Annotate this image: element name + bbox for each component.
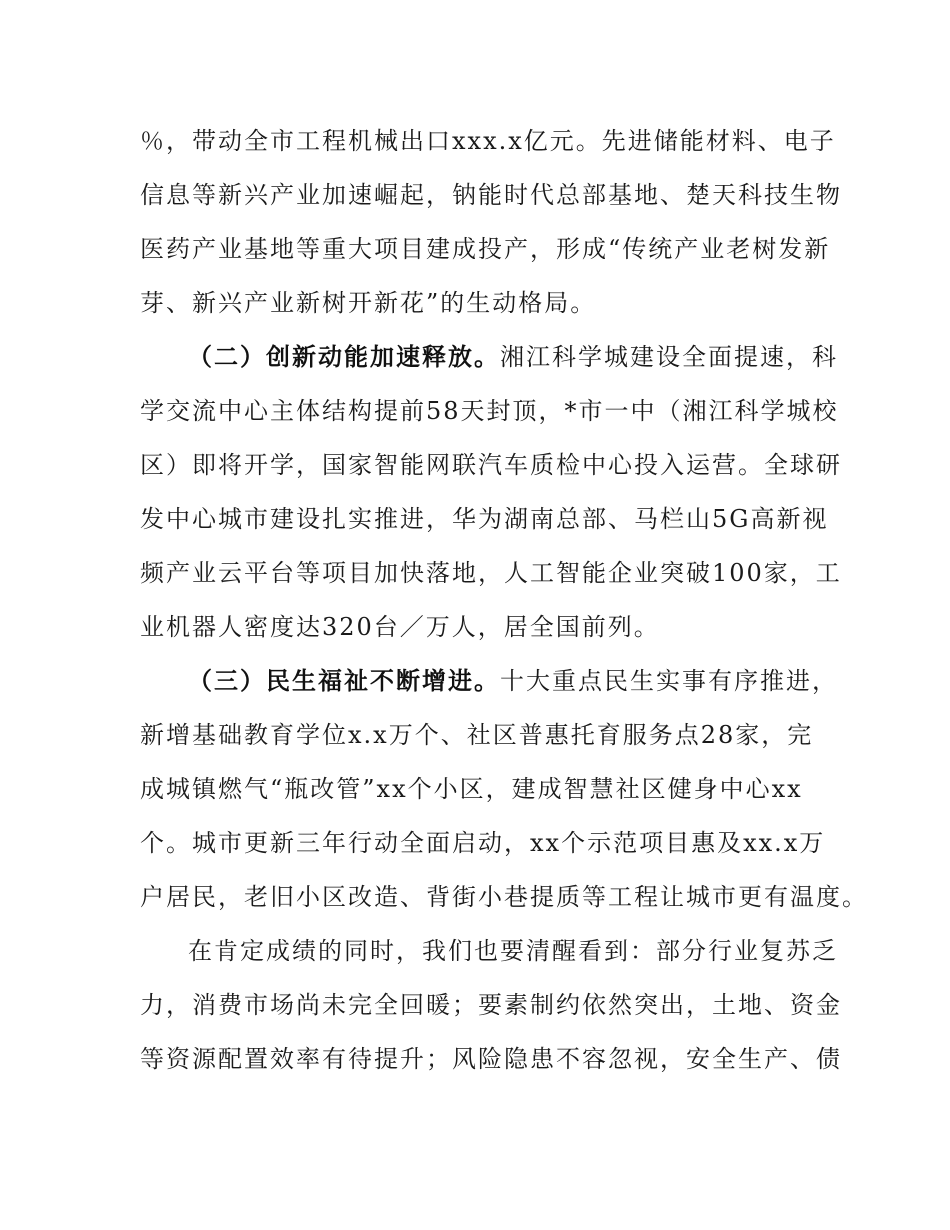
paragraph-2-line-3: 区）即将开学，国家智能网联汽车质检中心投入运营。全球研 [140,451,842,479]
paragraph-3-line-3: 成城镇燃气“瓶改管”xx个小区，建成智慧社区健身中心xx [140,775,803,803]
paragraph-4-line-1: 在肯定成绩的同时，我们也要清醒看到：部分行业复苏乏 [188,937,838,965]
paragraph-3-line-4: 个。城市更新三年行动全面启动，xx个示范项目惠及xx.x万 [140,829,826,857]
section-heading-livelihood: （三）民生福祉不断增进。 [188,667,500,695]
paragraph-2-line-6: 业机器人密度达320台／万人，居全国前列。 [140,613,660,641]
paragraph-3-line-1 [188,664,838,698]
paragraph-2-line-1-text: 湘江科学城建设全面提速，科 [500,343,838,371]
paragraph-3-line-5: 户居民，老旧小区改造、背街小巷提质等工程让城市更有温度。 [140,883,868,911]
paragraph-4-line-3: 等资源配置效率有待提升；风险隐患不容忽视，安全生产、债 [140,1045,842,1073]
paragraph-1-line-1: ％，带动全市工程机械出口xxx.x亿元。先进储能材料、电子 [140,127,836,155]
paragraph-2-line-4: 发中心城市建设扎实推进，华为湖南总部、马栏山5G高新视 [140,505,829,533]
paragraph-1-line-2: 信息等新兴产业加速崛起，钠能时代总部基地、楚天科技生物 [140,181,842,209]
paragraph-1-line-4: 芽、新兴产业新树开新花”的生动格局。 [140,289,597,317]
paragraph-2-line-5: 频产业云平台等项目加快落地，人工智能企业突破100家，工 [140,559,842,587]
paragraph-2-line-2: 学交流中心主体结构提前58天封顶，*市一中（湘江科学城校 [140,397,839,425]
paragraph-3-line-2: 新增基础教育学位x.x万个、社区普惠托育服务点28家，完 [140,721,814,749]
paragraph-3-line-1-text: 十大重点民生实事有序推进， [500,667,838,695]
paragraph-2-line-1 [188,340,838,374]
section-heading-innovation: （二）创新动能加速释放。 [188,343,500,371]
paragraph-4-line-2: 力，消费市场尚未完全回暖；要素制约依然突出，土地、资金 [140,991,842,1019]
paragraph-1-line-3: 医药产业基地等重大项目建成投产，形成“传统产业老树发新 [140,235,831,263]
